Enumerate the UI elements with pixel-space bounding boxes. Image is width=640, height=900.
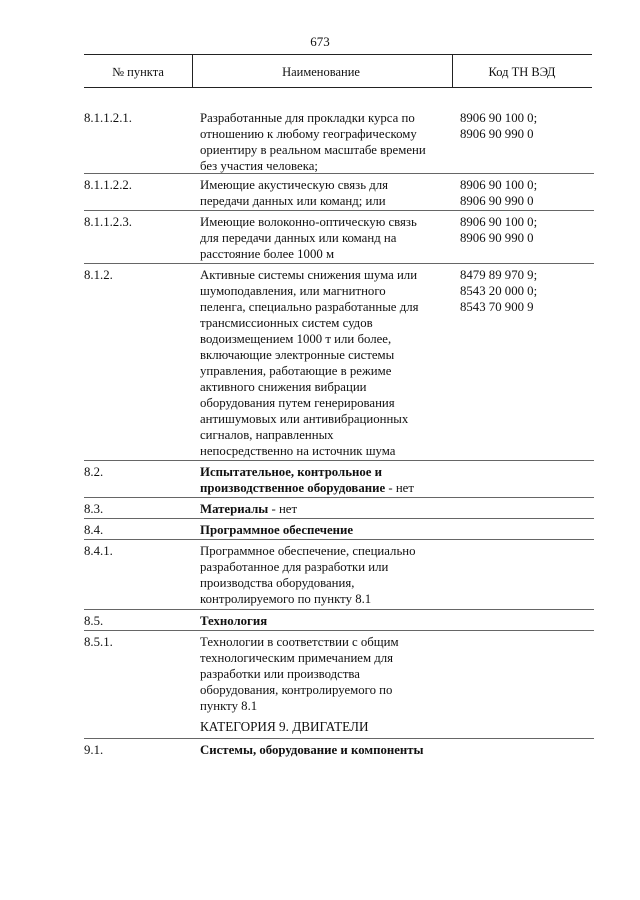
row-divider [84, 173, 594, 174]
item-number: 8.5. [84, 614, 104, 628]
item-name: Материалы - нет [200, 502, 298, 516]
item-name: Разработанные для прокладки курса по отношению к любому географическому ориентиру в реальном масштабе времени без участия человека; [200, 111, 426, 173]
header-col-code: Код ТН ВЭД [488, 65, 556, 79]
item-code: 8906 90 100 0; 8906 90 990 0 [460, 111, 538, 141]
item-number: 8.4.1. [84, 544, 113, 558]
item-number: 8.2. [84, 465, 104, 479]
row-divider [84, 738, 594, 739]
item-name: Технологии в соответствии с общим технологическим примечанием для разработки или производства оборудования, контролируемого по пункту 8.1 [200, 635, 399, 713]
item-code: 8906 90 100 0; 8906 90 990 0 [460, 178, 538, 208]
row-divider [84, 518, 594, 519]
row-divider [84, 460, 594, 461]
item-number: 8.4. [84, 523, 104, 537]
item-number: 8.1.1.2.2. [84, 178, 132, 192]
header-col-number: № пункта [112, 65, 164, 79]
category-title: КАТЕГОРИЯ 9. ДВИГАТЕЛИ [200, 719, 369, 734]
row-divider [84, 630, 594, 631]
item-name: Программное обеспечение [200, 523, 354, 537]
item-number: 8.5.1. [84, 635, 113, 649]
item-number: 8.3. [84, 502, 104, 516]
item-name: Испытательное, контрольное и производственное оборудование - нет [200, 465, 414, 495]
item-name: Активные системы снижения шума или шумоподавления, или магнитного пеленга, специально разработанные для трансмиссионных систем судов водоизмещением 1000 т или более, включающие электронные системы управления, работающие в режиме активного снижения вибрации оборудования путем генерирования антишумовых или антивибрационных сигналов, направленных непосредственно на источник шума [200, 268, 419, 458]
item-name: Системы, оборудование и компоненты [200, 743, 424, 757]
item-name: Программное обеспечение, специально разработанное для разработки или производства оборудования, контролируемого по пункту 8.1 [200, 544, 416, 606]
item-number: 9.1. [84, 743, 104, 757]
row-divider [84, 263, 594, 264]
row-divider [84, 497, 594, 498]
item-name: Имеющие акустическую связь для передачи данных или команд; или [200, 178, 389, 208]
row-divider [84, 609, 594, 610]
page-number: 673 [310, 34, 330, 49]
item-number: 8.1.1.2.3. [84, 215, 132, 229]
header-col-name: Наименование [282, 65, 360, 79]
row-divider [84, 539, 594, 540]
item-number: 8.1.2. [84, 268, 113, 282]
item-code: 8906 90 100 0; 8906 90 990 0 [460, 215, 538, 245]
item-name: Имеющие волоконно-оптическую связь для передачи данных или команд на расстояние более 1000 м [200, 215, 417, 261]
item-name: Технология [200, 614, 268, 628]
table-header [84, 54, 592, 88]
item-code: 8479 89 970 9; 8543 20 000 0; 8543 70 900 9 [460, 268, 538, 314]
row-divider [84, 210, 594, 211]
item-number: 8.1.1.2.1. [84, 111, 132, 125]
